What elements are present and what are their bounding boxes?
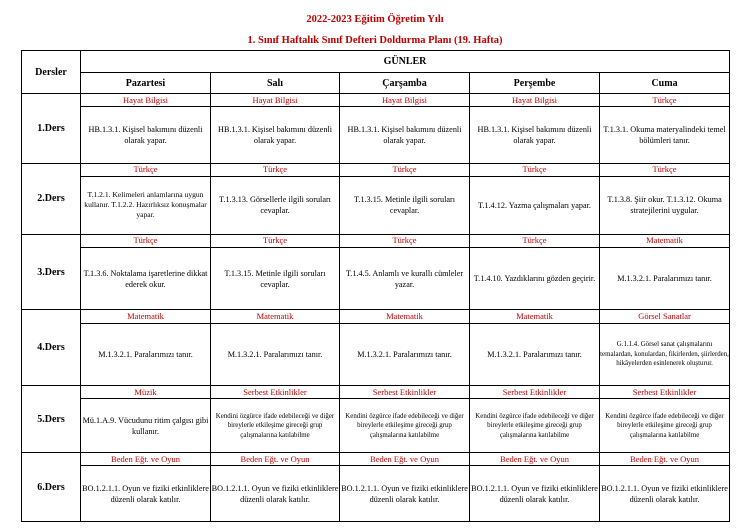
subject-row xyxy=(22,163,730,176)
objective-cell-wednesday: T.1.3.15. Metinle ilgili soruları cevaplar. xyxy=(340,176,470,234)
objective-cell-wednesday: M.1.3.2.1. Paralarımızı tanır. xyxy=(340,323,470,386)
objective-cell-monday: T.1.3.6. Noktalama işaretlerine dikkat ederek okur. xyxy=(81,247,211,310)
objective-cell-friday: G.1.1.4. Görsel sanat çalışmalarını temalardan, konulardan, fikirlerden, şiirlerden, hikâyelerden esinlenerek oluşturur. xyxy=(600,323,730,386)
subject-cell-thursday: Beden Eğt. ve Oyun xyxy=(470,453,600,466)
subject-cell-wednesday: Hayat Bilgisi xyxy=(340,94,470,107)
subject-cell-tuesday: Serbest Etkinlikler xyxy=(211,386,340,399)
subject-cell-thursday: Türkçe xyxy=(470,163,600,176)
subject-cell-wednesday: Serbest Etkinlikler xyxy=(340,386,470,399)
objective-cell-tuesday: Kendini özgürce ifade edebileceği ve diğer bireylerle etkileşime gireceği grup çalışmalarına katılabilme xyxy=(211,399,340,453)
day-header-thursday: Perşembe xyxy=(470,73,600,94)
subject-row xyxy=(22,234,730,247)
objective-cell-friday: M.1.3.2.1. Paralarımızı tanır. xyxy=(600,247,730,310)
subject-cell-monday: Hayat Bilgisi xyxy=(81,94,211,107)
subject-cell-tuesday: Hayat Bilgisi xyxy=(211,94,340,107)
subject-row xyxy=(22,386,730,399)
lesson-label: 5.Ders xyxy=(22,386,81,453)
lesson-label: 6.Ders xyxy=(22,453,81,522)
objective-cell-tuesday: BO.1.2.1.1. Oyun ve fiziki etkinliklere düzenli olarak katılır. xyxy=(211,466,340,522)
objective-cell-monday: T.1.2.1. Kelimeleri anlamlarına uygun kullanır. T.1.2.2. Hazırlıksız konuşmalar yapar. xyxy=(81,176,211,234)
objective-row xyxy=(22,399,730,453)
subject-cell-monday: Türkçe xyxy=(81,163,211,176)
subject-row xyxy=(22,453,730,466)
objective-cell-wednesday: T.1.4.5. Anlamlı ve kurallı cümleler yazar. xyxy=(340,247,470,310)
objective-cell-tuesday: T.1.3.15. Metinle ilgili soruları cevaplar. xyxy=(211,247,340,310)
document-subtitle: 1. Sınıf Haftalık Sınıf Defteri Doldurma Planı (19. Hafta) xyxy=(247,35,503,46)
subject-cell-monday: Beden Eğt. ve Oyun xyxy=(81,453,211,466)
objective-cell-tuesday: M.1.3.2.1. Paralarımızı tanır. xyxy=(211,323,340,386)
subject-cell-friday: Türkçe xyxy=(600,163,730,176)
subject-cell-tuesday: Türkçe xyxy=(211,234,340,247)
lesson-label: 4.Ders xyxy=(22,310,81,386)
subject-cell-thursday: Hayat Bilgisi xyxy=(470,94,600,107)
day-header-tuesday: Salı xyxy=(211,73,340,94)
subject-cell-tuesday: Türkçe xyxy=(211,163,340,176)
objective-cell-friday: T.1.3.1. Okuma materyalindeki temel bölümleri tanır. xyxy=(600,107,730,164)
subject-row xyxy=(22,310,730,323)
objective-cell-thursday: BO.1.2.1.1. Oyun ve fiziki etkinliklere düzenli olarak katılır. xyxy=(470,466,600,522)
subject-cell-friday: Serbest Etkinlikler xyxy=(600,386,730,399)
objective-cell-thursday: T.1.4.10. Yazdıklarını gözden geçirir. xyxy=(470,247,600,310)
objective-cell-thursday: Kendini özgürce ifade edebileceği ve diğer bireylerle etkileşime gireceği grup çalışmalarına katılabilme xyxy=(470,399,600,453)
objective-cell-wednesday: HB.1.3.1. Kişisel bakımını düzenli olarak yapar. xyxy=(340,107,470,164)
objective-cell-friday: BO.1.2.1.1. Oyun ve fiziki etkinliklere düzenli olarak katılır. xyxy=(600,466,730,522)
objective-row xyxy=(22,323,730,386)
lesson-label: 2.Ders xyxy=(22,163,81,234)
subject-cell-thursday: Türkçe xyxy=(470,234,600,247)
lesson-label: 1.Ders xyxy=(22,94,81,164)
subject-cell-tuesday: Beden Eğt. ve Oyun xyxy=(211,453,340,466)
objective-cell-thursday: M.1.3.2.1. Paralarımızı tanır. xyxy=(470,323,600,386)
objective-cell-monday: HB.1.3.1. Kişisel bakımını düzenli olarak yapar. xyxy=(81,107,211,164)
objective-cell-thursday: HB.1.3.1. Kişisel bakımını düzenli olarak yapar. xyxy=(470,107,600,164)
subject-cell-friday: Matematik xyxy=(600,234,730,247)
subject-row xyxy=(22,94,730,107)
subject-cell-wednesday: Türkçe xyxy=(340,234,470,247)
subject-cell-wednesday: Beden Eğt. ve Oyun xyxy=(340,453,470,466)
objective-cell-monday: M.1.3.2.1. Paralarımızı tanır. xyxy=(81,323,211,386)
objective-row xyxy=(22,247,730,310)
subject-cell-thursday: Serbest Etkinlikler xyxy=(470,386,600,399)
objective-cell-monday: BO.1.2.1.1. Oyun ve fiziki etkinliklere düzenli olarak katılır. xyxy=(81,466,211,522)
day-header-wednesday: Çarşamba xyxy=(340,73,470,94)
objective-cell-monday: Mü.1.A.9. Vücudunu ritim çalgısı gibi kullanır. xyxy=(81,399,211,453)
objective-row xyxy=(22,107,730,164)
day-header-monday: Pazartesi xyxy=(81,73,211,94)
subject-cell-tuesday: Matematik xyxy=(211,310,340,323)
objective-cell-friday: Kendini özgürce ifade edebileceği ve diğer bireylerle etkileşime gireceği grup çalışmalarına katılabilme xyxy=(600,399,730,453)
objective-cell-thursday: T.1.4.12. Yazma çalışmaları yapar. xyxy=(470,176,600,234)
subject-cell-monday: Matematik xyxy=(81,310,211,323)
objective-row xyxy=(22,176,730,234)
objective-cell-wednesday: Kendini özgürce ifade edebileceği ve diğer bireylerle etkileşime gireceği grup çalışmalarına katılabilme xyxy=(340,399,470,453)
subject-cell-monday: Müzik xyxy=(81,386,211,399)
objective-cell-friday: T.1.3.8. Şiir okur. T.1.3.12. Okuma stratejilerini uygular. xyxy=(600,176,730,234)
document-title: 2022-2023 Eğitim Öğretim Yılı xyxy=(306,14,444,25)
lesson-label: 3.Ders xyxy=(22,234,81,310)
objective-cell-tuesday: T.1.3.13. Görsellerle ilgili soruları cevaplar. xyxy=(211,176,340,234)
objective-cell-tuesday: HB.1.3.1. Kişisel bakımını düzenli olarak yapar. xyxy=(211,107,340,164)
lessons-column-header: Dersler xyxy=(22,51,81,94)
subject-cell-monday: Türkçe xyxy=(81,234,211,247)
day-header-friday: Cuma xyxy=(600,73,730,94)
subject-cell-wednesday: Türkçe xyxy=(340,163,470,176)
subject-cell-friday: Beden Eğt. ve Oyun xyxy=(600,453,730,466)
subject-cell-thursday: Matematik xyxy=(470,310,600,323)
objective-cell-wednesday: BO.1.2.1.1. Oyun ve fiziki etkinliklere düzenli olarak katılır. xyxy=(340,466,470,522)
subject-cell-friday: Türkçe xyxy=(600,94,730,107)
subject-cell-wednesday: Matematik xyxy=(340,310,470,323)
weekly-plan-table xyxy=(21,50,730,522)
objective-row xyxy=(22,466,730,522)
plan-body xyxy=(22,94,730,522)
subject-cell-friday: Görsel Sanatlar xyxy=(600,310,730,323)
days-header: GÜNLER xyxy=(81,51,730,73)
